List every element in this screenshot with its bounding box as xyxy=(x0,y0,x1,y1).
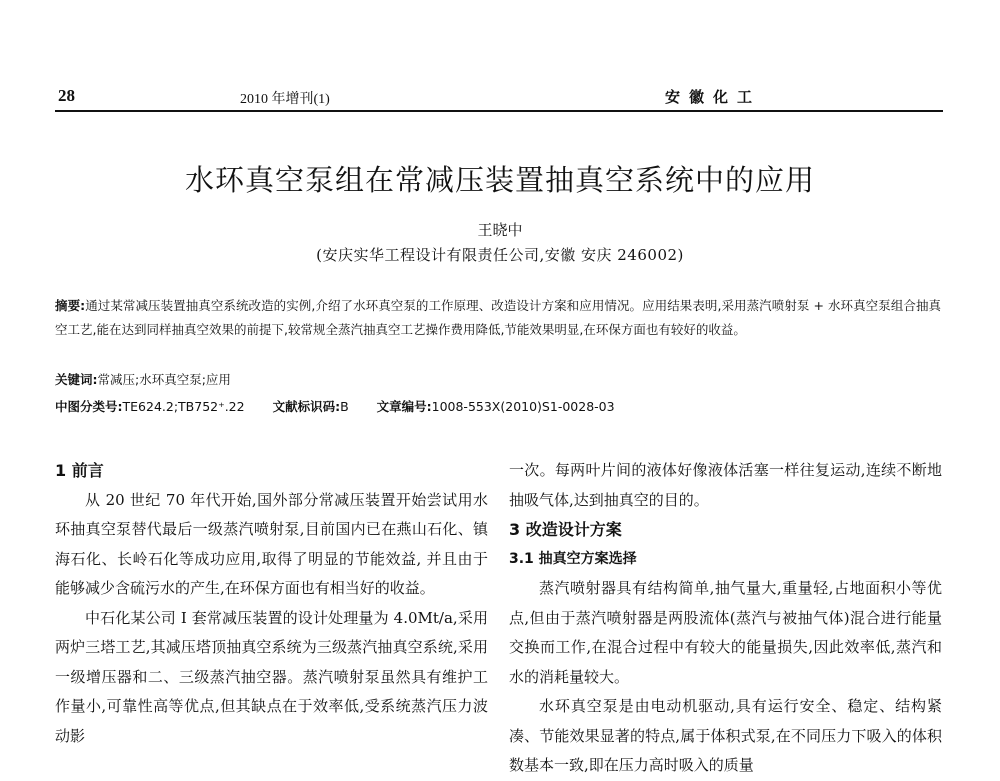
abstract-text: 通过某常减压装置抽真空系统改造的实例,介绍了水环真空泵的工作原理、改造设计方案和应用情况。应用结果表明,采用蒸汽喷射泵 + 水环真空泵组合抽真空工艺,能在达到同样抽真空效果的前提下,较常规全蒸汽抽真空工艺操作费用降低,节能效果明显,在环保方面也有较好的收益。 xyxy=(55,298,942,337)
issue-label: 2010 年增刊(1) xyxy=(240,92,330,107)
abstract-label: 摘要: xyxy=(55,298,86,313)
body-paragraph: 蒸汽喷射器具有结构简单,抽气量大,重量轻,占地面积小等优点,但由于蒸汽喷射器是两股流体(蒸汽与被抽气体)混合进行能量交换而工作,在混合过程中有较大的能量损失,因此效率低,蒸汽和水的消耗量较大。 xyxy=(509,579,942,686)
doc-code-text: B xyxy=(340,399,349,414)
keywords-text: 常减压;水环真空泵;应用 xyxy=(97,372,231,387)
body-paragraph: 从 20 世纪 70 年代开始,国外部分常减压装置开始尝试用水环抽真空泵替代最后一级蒸汽喷射泵,目前国内已在燕山石化、镇海石化、长岭石化等成功应用,取得了明显的节能效益, 并且由于能够减少含硫污水的产生,在环保方面也有相当好的收益。 xyxy=(55,490,488,597)
document-code xyxy=(273,399,349,414)
right-column xyxy=(509,456,942,781)
page-number: 28 xyxy=(58,86,75,105)
subsection-heading: 3.1 抽真空方案选择 xyxy=(509,550,637,567)
header-rule xyxy=(55,110,943,112)
clc-text: TE624.2;TB752⁺.22 xyxy=(122,399,245,414)
article-id-text: 1008-553X(2010)S1-0028-03 xyxy=(431,399,615,414)
clc-code xyxy=(55,399,245,414)
body-paragraph: 中石化某公司 I 套常减压装置的设计处理量为 4.0Mt/a,采用两炉三塔工艺,其减压塔顶抽真空系统为三级蒸汽抽真空系统,采用一级增压器和二、三级蒸汽抽空器。蒸汽喷射泵虽然具有维护工作量小,可靠性高等优点,但其缺点在于效率低,受系统蒸汽压力波动影 xyxy=(55,608,488,745)
left-column xyxy=(55,456,488,751)
keywords xyxy=(55,370,231,388)
article-id xyxy=(377,399,615,414)
body-paragraph: 一次。每两叶片间的液体好像液体活塞一样往复运动,连续不断地抽吸气体,达到抽真空的目的。 xyxy=(509,461,942,509)
body-paragraph: 水环真空泵是由电动机驱动,具有运行安全、稳定、结构紧凑、节能效果显著的特点,属于体积式泵,在不同压力下吸入的体积数基本一致,即在压力高时吸入的质量 xyxy=(509,697,942,774)
section-heading: 1 前言 xyxy=(55,461,104,480)
author: 王晓中 xyxy=(477,221,523,239)
article-id-label: 文章编号: xyxy=(376,399,432,414)
classification-line xyxy=(55,397,955,415)
keywords-label: 关键词: xyxy=(55,372,98,387)
journal-name: 安徽化工 xyxy=(665,88,762,106)
running-header xyxy=(58,86,942,108)
article-title: 水环真空泵组在常减压装置抽真空系统中的应用 xyxy=(184,163,815,197)
clc-label: 中图分类号: xyxy=(55,399,123,414)
section-heading: 3 改造设计方案 xyxy=(509,520,622,539)
doc-code-label: 文献标识码: xyxy=(272,399,341,414)
affiliation: (安庆实华工程设计有限责任公司,安徽 安庆 246002) xyxy=(316,246,684,264)
abstract xyxy=(55,294,941,342)
